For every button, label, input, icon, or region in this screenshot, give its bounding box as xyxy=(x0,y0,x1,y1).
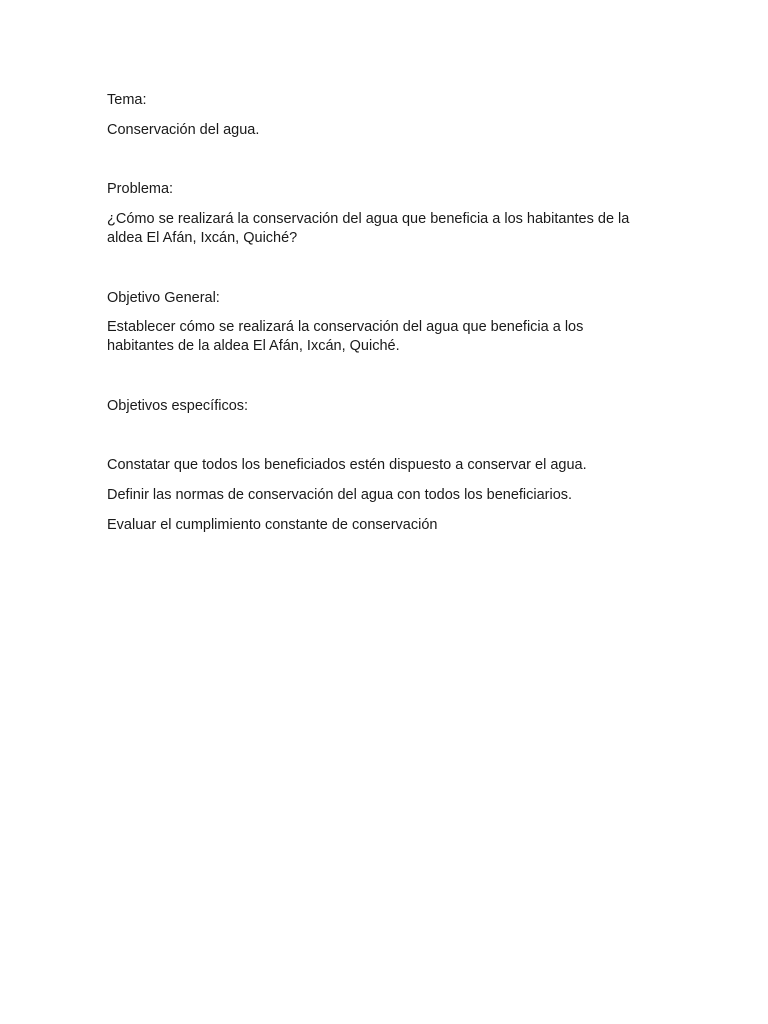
objetivo-general-label: Objetivo General: xyxy=(107,290,220,306)
tema-label: Tema: xyxy=(107,92,147,108)
objetivo-especifico-item: Constatar que todos los beneficiados estén dispuesto a conservar el agua. xyxy=(107,457,587,473)
objetivo-general-value-line1: Establecer cómo se realizará la conservación del agua que beneficia a los xyxy=(107,319,584,335)
problema-value-line1: ¿Cómo se realizará la conservación del agua que beneficia a los habitantes de la xyxy=(107,211,630,227)
objetivo-especifico-item: Evaluar el cumplimiento constante de conservación xyxy=(107,517,438,533)
tema-value: Conservación del agua. xyxy=(107,122,260,138)
objetivos-especificos-label: Objetivos específicos: xyxy=(107,398,249,414)
problema-value xyxy=(107,210,667,248)
objetivo-especifico-item: Definir las normas de conservación del agua con todos los beneficiarios. xyxy=(107,487,573,503)
objetivo-general-value-line2: habitantes de la aldea El Afán, Ixcán, Quiché. xyxy=(107,338,400,354)
objetivo-general-value xyxy=(107,318,667,356)
problema-label: Problema: xyxy=(107,181,174,197)
problema-value-line2: aldea El Afán, Ixcán, Quiché? xyxy=(107,230,298,246)
